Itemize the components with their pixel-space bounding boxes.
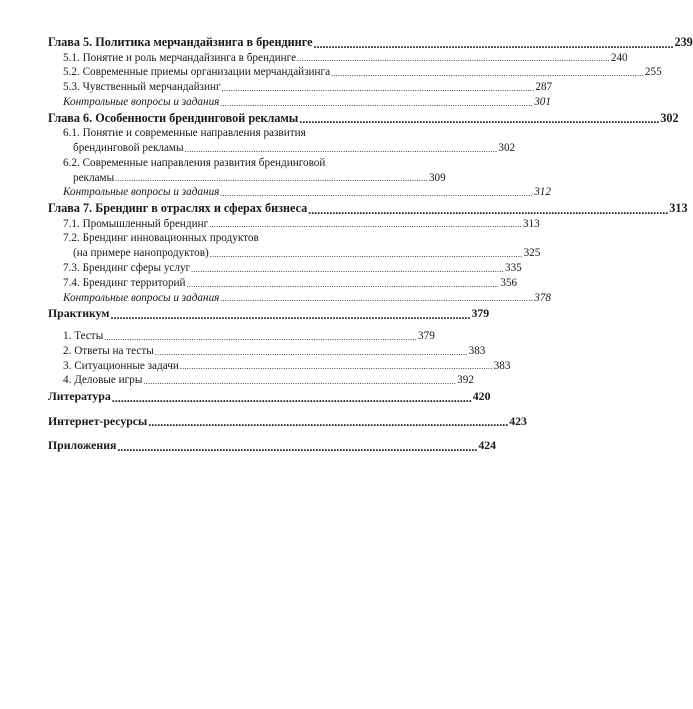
toc-questions-5[interactable]	[48, 95, 551, 110]
toc-entry-title: Глава 5. Политика мерчандайзинга в брендинге	[48, 35, 313, 49]
dot-leader: ........................................................................................................................................	[186, 279, 500, 289]
toc-page-number: 383	[493, 359, 511, 372]
toc-chapter-5[interactable]	[48, 34, 693, 51]
toc-entry-title: 5.2. Современные приемы организации мерчандайзинга	[63, 66, 331, 79]
dot-leader: ........................................................................................................................................	[104, 332, 418, 342]
toc-entry-title: 7.1. Промышленный брендинг	[63, 217, 209, 230]
toc-page-number: 335	[504, 262, 522, 275]
toc-section-7-3[interactable]	[48, 261, 522, 276]
dot-leader: ........................................................................................................................................	[209, 220, 522, 230]
dot-leader: ........................................................................................................................	[111, 390, 472, 405]
toc-entry-title: Приложения	[48, 438, 117, 453]
toc-entry-title: 4. Деловые игры	[63, 374, 143, 387]
toc-practicum[interactable]	[48, 305, 490, 322]
dot-leader: ........................................................................................................................	[299, 112, 660, 127]
toc-entry-title: Контрольные вопросы и задания	[63, 186, 220, 199]
toc-page-number: 302	[498, 141, 516, 154]
toc-page-number: 313	[669, 201, 688, 216]
dot-leader: ........................................................................................................................	[110, 307, 471, 322]
toc-section-7-1[interactable]	[48, 217, 540, 232]
toc-page-number: 379	[418, 329, 435, 342]
toc-section-5-3[interactable]	[48, 80, 553, 95]
toc-entry-title: Практикум	[48, 306, 110, 321]
toc-page-number: 379	[471, 306, 490, 321]
toc-page-number: 309	[428, 171, 446, 184]
toc-page-number: 255	[644, 66, 662, 79]
toc-entry-title: Глава 6. Особенности брендинговой рекламы	[48, 110, 299, 125]
table-of-contents	[48, 34, 693, 454]
dot-leader: ........................................................................................................................	[313, 36, 674, 51]
toc-entry-title: Литература	[48, 389, 111, 404]
toc-chapter-7[interactable]	[48, 200, 688, 217]
toc-section-5-2[interactable]	[48, 65, 662, 80]
toc-section-6-1[interactable]	[48, 126, 516, 156]
toc-page-number: 383	[468, 344, 486, 357]
dot-leader: ........................................................................................................................................	[154, 347, 468, 357]
toc-entry-title-line1: 7.2. Брендинг инновационных продуктов	[63, 232, 259, 245]
toc-page-number: 424	[478, 438, 497, 453]
toc-practicum-cases[interactable]	[48, 359, 511, 374]
toc-section-6-2[interactable]	[48, 156, 446, 186]
toc-entry-title: Контрольные вопросы и задания	[63, 95, 220, 108]
dot-leader: ........................................................................................................................................	[331, 69, 644, 79]
toc-entry-title: Глава 7. Брендинг в отраслях и сферах бизнеса	[48, 201, 308, 216]
toc-entry-title: 1. Тесты	[63, 329, 104, 342]
toc-questions-7[interactable]	[48, 291, 551, 306]
toc-page-number: 423	[509, 413, 527, 428]
toc-page-number: 287	[535, 81, 553, 94]
toc-entry-title: 7.3. Брендинг сферы услуг	[63, 262, 191, 275]
toc-entry-title-line2: рекламы	[73, 171, 115, 184]
toc-entry-title: 3. Ситуационные задачи	[63, 359, 179, 372]
toc-entry-title: 7.4. Брендинг территорий	[63, 276, 186, 289]
dot-leader: ........................................................................................................................................	[220, 98, 534, 108]
toc-entry-title: Интернет-ресурсы	[48, 413, 148, 428]
toc-entry-title-line1: 6.1. Понятие и современные направления развития	[63, 127, 306, 140]
toc-page-number: 312	[534, 186, 551, 199]
toc-entry-title: 5.3. Чувственный мерчандайзинг	[63, 81, 221, 94]
toc-entry-title-line1: 6.2. Современные направления развития брендинговой	[63, 156, 326, 169]
dot-leader: ........................................................................................................................	[308, 202, 669, 217]
toc-practicum-answers[interactable]	[48, 344, 486, 359]
dot-leader: ........................................................................................................................	[148, 415, 509, 430]
toc-section-5-1[interactable]	[48, 51, 628, 66]
dot-leader: ........................................................................................................................................	[143, 377, 457, 387]
dot-leader: ........................................................................................................................................	[115, 174, 428, 184]
toc-section-7-2[interactable]	[48, 231, 541, 261]
toc-entry-title-line2: (на примере нанопродуктов)	[73, 247, 209, 260]
toc-chapter-6[interactable]	[48, 110, 679, 127]
toc-practicum-tests[interactable]	[48, 329, 435, 344]
toc-page-number: 392	[457, 374, 474, 387]
dot-leader: ........................................................................................................................................	[191, 264, 504, 274]
dot-leader: ........................................................................................................................................	[297, 54, 610, 64]
toc-practicum-games[interactable]	[48, 373, 474, 388]
toc-page-number: 325	[523, 247, 541, 260]
toc-page-number: 356	[500, 276, 518, 289]
toc-entry-title: Контрольные вопросы и задания	[63, 291, 220, 304]
toc-questions-6[interactable]	[48, 185, 551, 200]
toc-page-number: 313	[522, 217, 540, 230]
toc-page-number: 239	[674, 35, 693, 49]
toc-literature[interactable]	[48, 388, 491, 405]
toc-page-number: 240	[610, 51, 628, 64]
toc-entry-title: 2. Ответы на тесты	[63, 344, 154, 357]
dot-leader: ........................................................................................................................................	[179, 362, 493, 372]
toc-section-7-4[interactable]	[48, 276, 518, 291]
dot-leader: ........................................................................................................................................	[220, 294, 534, 304]
dot-leader: ........................................................................................................................................	[209, 250, 523, 260]
dot-leader: ........................................................................................................................................	[220, 189, 534, 199]
dot-leader: ........................................................................................................................	[117, 439, 478, 454]
toc-appendix[interactable]	[48, 437, 497, 454]
toc-page-number: 420	[472, 389, 491, 404]
toc-page-number: 301	[534, 95, 551, 108]
toc-internet-resources[interactable]	[48, 413, 527, 430]
toc-entry-title-line2: брендинговой рекламы	[73, 141, 184, 154]
toc-page-number: 302	[660, 110, 679, 125]
dot-leader: ........................................................................................................................................	[184, 144, 498, 154]
dot-leader: ........................................................................................................................................	[221, 83, 535, 93]
toc-page-number: 378	[534, 291, 551, 304]
toc-entry-title: 5.1. Понятие и роль мерчандайзинга в брендинге	[63, 51, 297, 64]
